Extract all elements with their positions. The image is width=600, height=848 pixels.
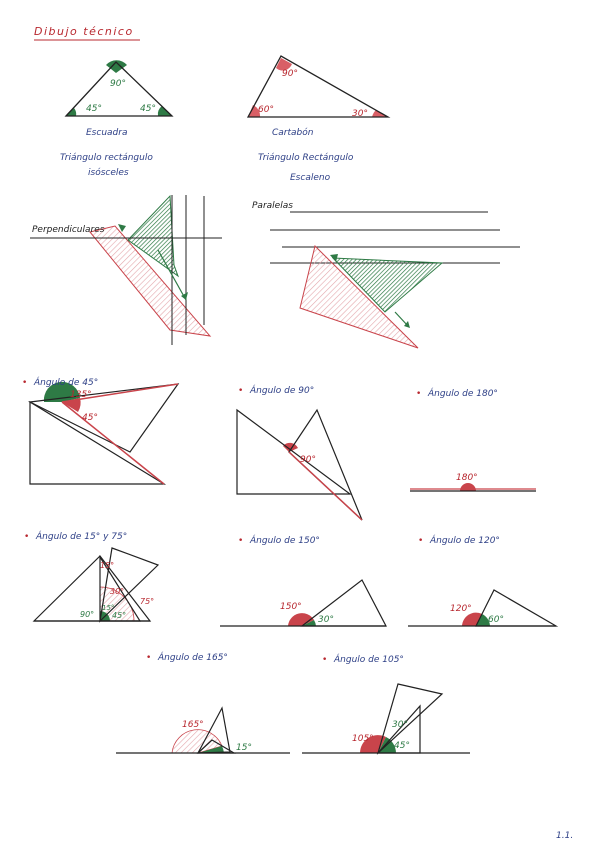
bullet: • bbox=[24, 532, 30, 542]
paralelas-figure bbox=[270, 212, 520, 348]
angle-45-title: Ángulo de 45° bbox=[34, 378, 99, 388]
angle-15-label: 15° bbox=[236, 743, 252, 753]
angle-105-title: Ángulo de 105° bbox=[334, 655, 404, 665]
cartabon-angle-left: 60° bbox=[258, 105, 274, 115]
bullet: • bbox=[146, 653, 152, 663]
angle-180-figure bbox=[410, 473, 536, 491]
angle-165-title: Ángulo de 165° bbox=[158, 653, 228, 663]
escuadra-label: Escuadra bbox=[86, 128, 128, 138]
cartabon-angle-right: 30° bbox=[352, 109, 368, 119]
page-number: 1.1. bbox=[556, 831, 574, 841]
angle-180-label: 180° bbox=[456, 473, 478, 483]
escuadra-angle-right: 45° bbox=[140, 104, 156, 114]
bullet: • bbox=[22, 378, 28, 388]
angle-90-label: 90° bbox=[80, 610, 95, 619]
angle-90-label: 90° bbox=[300, 455, 316, 465]
escuadra-figure bbox=[66, 60, 172, 116]
perpendiculares-figure bbox=[30, 195, 222, 345]
angle-165-figure bbox=[116, 708, 290, 753]
angle-15-75-title: Ángulo de 15° y 75° bbox=[36, 532, 128, 542]
angle-45-figure bbox=[30, 382, 178, 484]
paralelas-label: Paralelas bbox=[252, 201, 293, 211]
angle-45-label: 45° bbox=[394, 741, 410, 751]
cartabon-figure bbox=[248, 56, 388, 119]
angle-105-figure bbox=[302, 684, 470, 753]
angle-120-label: 120° bbox=[450, 604, 472, 614]
angle-15b-label: 15° bbox=[102, 604, 115, 612]
escuadra-desc-2: isósceles bbox=[88, 168, 129, 178]
escuadra-angle-left: 45° bbox=[86, 104, 102, 114]
angle-120-figure bbox=[408, 590, 556, 626]
page-title: Dibujo técnico bbox=[34, 25, 134, 38]
angle-45-label: 45° bbox=[112, 611, 127, 620]
bullet: • bbox=[418, 536, 424, 546]
angle-30-label: 30° bbox=[110, 587, 125, 596]
cartabon-label: Cartabón bbox=[272, 128, 314, 138]
angle-150-label: 150° bbox=[280, 602, 302, 612]
angle-30-label: 30° bbox=[392, 720, 408, 730]
cartabon-desc-1: Triángulo Rectángulo bbox=[258, 153, 354, 163]
angle-45-label-45: 45° bbox=[82, 413, 98, 423]
angle-15-label: 15° bbox=[100, 561, 115, 570]
cartabon-desc-2: Escaleno bbox=[290, 173, 331, 183]
angle-90-title: Ángulo de 90° bbox=[250, 386, 315, 396]
bullet: • bbox=[238, 386, 244, 396]
angle-105-label: 105° bbox=[352, 734, 374, 744]
angle-180-title: Ángulo de 180° bbox=[428, 389, 498, 399]
perpendiculares-label: Perpendiculares bbox=[32, 225, 105, 235]
escuadra-desc-1: Triángulo rectángulo bbox=[60, 153, 153, 163]
angle-60-label: 60° bbox=[488, 615, 504, 625]
angle-120-title: Ángulo de 120° bbox=[430, 536, 500, 546]
angle-165-label: 165° bbox=[182, 720, 204, 730]
bullet: • bbox=[238, 536, 244, 546]
bullet: • bbox=[322, 655, 328, 665]
angle-75-label: 75° bbox=[140, 597, 155, 606]
angle-45-label-135: 135° bbox=[70, 390, 92, 400]
angle-90-figure bbox=[237, 410, 362, 520]
escuadra-angle-top: 90° bbox=[110, 79, 126, 89]
angle-15-75-figure bbox=[34, 548, 158, 621]
angle-30-label: 30° bbox=[318, 615, 334, 625]
bullet: • bbox=[416, 389, 422, 399]
angle-150-title: Ángulo de 150° bbox=[250, 536, 320, 546]
cartabon-angle-top: 90° bbox=[282, 69, 298, 79]
angle-150-figure bbox=[220, 580, 386, 626]
